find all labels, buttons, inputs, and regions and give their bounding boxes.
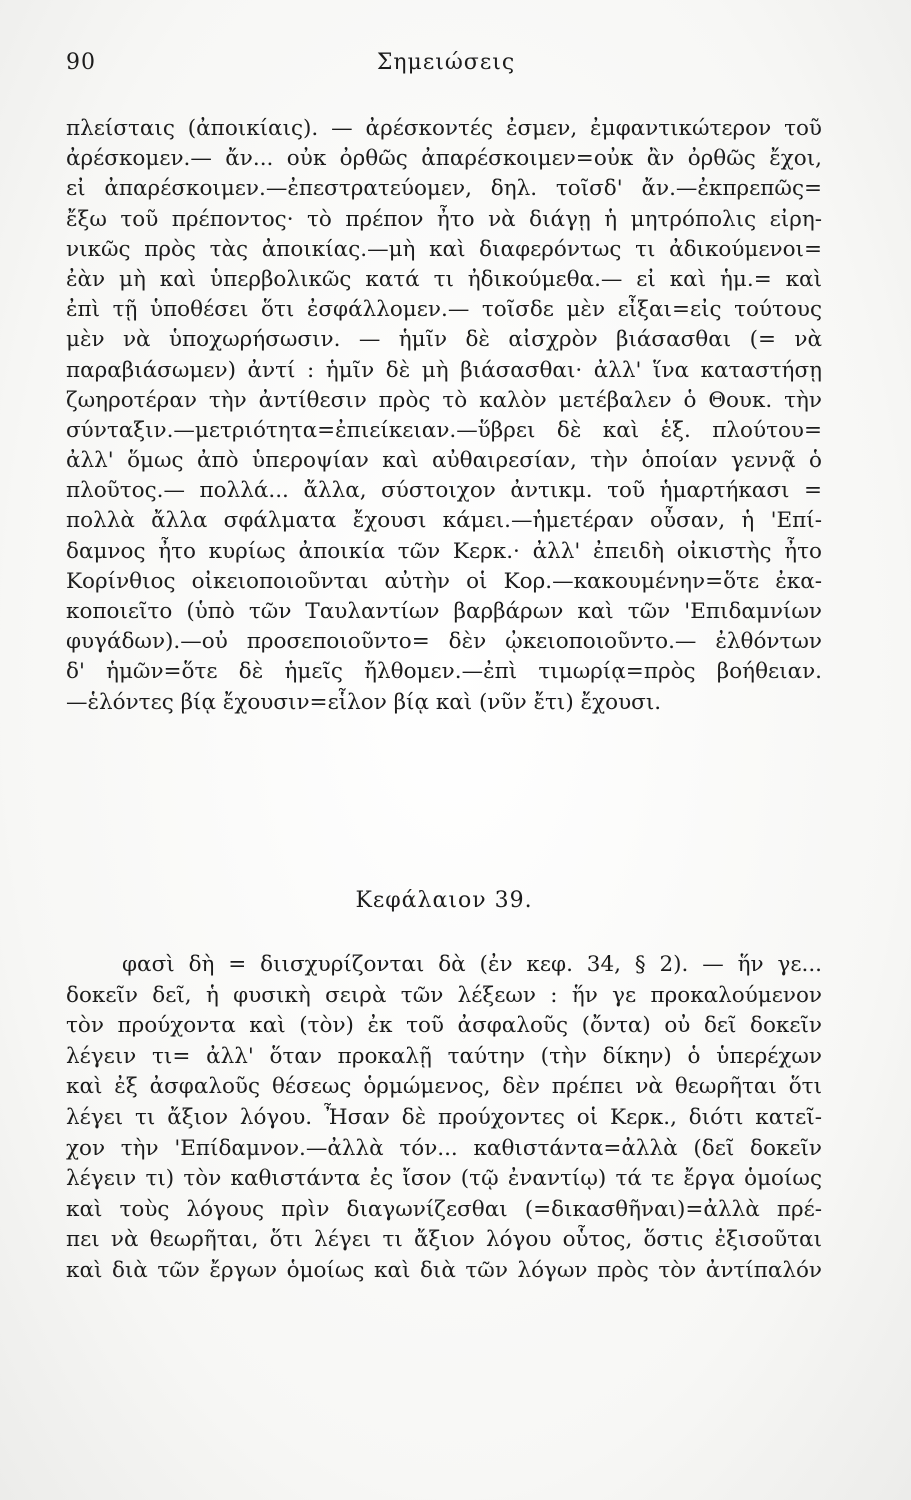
text-line: δοκεῖν δεῖ, ἡ φυσικὴ σειρὰ τῶν λέξεων : ἥν γε προκαλούμενον xyxy=(66,982,822,1008)
text-line: πει νὰ θεωρῆται, ὅτι λέγει τι ἄξιον λόγου οὗτος, ὅστις ἐξισοῦται xyxy=(66,1227,822,1253)
text-line: ἐὰν μὴ καὶ ὑπερβολικῶς κατά τι ἠδικούμεθα.— εἰ καὶ ἡμ.= καὶ xyxy=(66,266,822,292)
text-line: Κορίνθιος οἰκειοποιοῦνται αὐτὴν οἱ Κορ.—κακουμένην=ὅτε ἐκα- xyxy=(66,568,822,594)
text-line: καὶ διὰ τῶν ἔργων ὁμοίως καὶ διὰ τῶν λόγων πρὸς τὸν ἀντίπαλόν xyxy=(66,1257,822,1283)
text-line: πλοῦτος.— πολλά... ἄλλα, σύστοιχον ἀντικμ. τοῦ ἡμαρτήκασι = xyxy=(66,478,822,504)
text-line: φυγάδων).—οὐ προσεποιοῦντο= δὲν ᾠκειοποιοῦντο.— ἐλθόντων xyxy=(66,629,822,655)
text-line: πολλὰ ἄλλα σφάλματα ἔχουσι κάμει.—ἡμετέραν οὖσαν, ἡ 'Επί- xyxy=(66,508,822,534)
text-line: εἰ ἀπαρέσκοιμεν.—ἐπεστρατεύομεν, δηλ. τοῖσδ' ἄν.—ἐκπρεπῶς= xyxy=(66,176,822,202)
chapter-paragraph xyxy=(66,950,822,1287)
text-line: λέγει τι ἄξιον λόγου. Ἦσαν δὲ προύχοντες οἱ Κερκ., διότι κατεῖ- xyxy=(66,1104,822,1130)
text-line: πλείσταις (ἀποικίαις). — ἀρέσκοντές ἐσμεν, ἐμφαντικώτερον τοῦ xyxy=(66,116,822,141)
chapter-title: Κεφάλαιον 39. xyxy=(355,888,533,913)
text-line: ἀρέσκομεν.— ἄν... οὐκ ὀρθῶς ἀπαρέσκοιμεν=οὐκ ἂν ὀρθῶς ἔχοι, xyxy=(66,146,822,172)
text-line: δ' ἡμῶν=ὅτε δὲ ἡμεῖς ἤλθομεν.—ἐπὶ τιμωρίᾳ=πρὸς βοήθειαν. xyxy=(66,659,822,685)
text-line: λέγειν τι) τὸν καθιστάντα ἐς ἴσον (τῷ ἐναντίῳ) τά τε ἔργα ὁμοίως xyxy=(66,1166,822,1192)
page-number: 90 xyxy=(66,50,96,75)
text-line: κοποιεῖτο (ὑπὸ τῶν Ταυλαντίων βαρβάρων καὶ τῶν 'Επιδαμνίων xyxy=(66,599,822,624)
text-line: νικῶς πρὸς τὰς ἀποικίας.—μὴ καὶ διαφερόντως τι ἀδικούμενοι= xyxy=(66,236,822,262)
text-line: μὲν νὰ ὑποχωρήσωσιν. — ἡμῖν δὲ αἰσχρὸν βιάσασθαι (= νὰ xyxy=(66,327,822,353)
text-line: ἔξω τοῦ πρέποντος· τὸ πρέπον ἦτο νὰ διάγῃ ἡ μητρόπολις εἰρη- xyxy=(66,206,822,232)
text-line: φασὶ δὴ = διισχυρίζονται δὰ (ἐν κεφ. 34, § 2). — ἥν γε... xyxy=(122,952,822,977)
text-line: δαμνος ἦτο κυρίως ἀποικία τῶν Κερκ.· ἀλλ' ἐπειδὴ οἰκιστὴς ἦτο xyxy=(66,538,822,564)
text-line: λέγειν τι= ἀλλ' ὅταν προκαλῇ ταύτην (τὴν δίκην) ὁ ὑπερέχων xyxy=(66,1043,822,1069)
text-line: —ἑλόντες βίᾳ ἔχουσιν=εἷλον βίᾳ καὶ (νῦν ἔτι) ἔχουσι. xyxy=(66,689,662,715)
page-header xyxy=(66,50,826,90)
text-line: καὶ ἐξ ἀσφαλοῦς θέσεως ὁρμώμενος, δὲν πρέπει νὰ θεωρῆται ὅτι xyxy=(66,1074,822,1100)
text-line: ζωηροτέραν τὴν ἀντίθεσιν πρὸς τὸ καλὸν μετέβαλεν ὁ Θουκ. τὴν xyxy=(66,387,822,413)
text-line: ἐπὶ τῇ ὑποθέσει ὅτι ἐσφάλλομεν.— τοῖσδε μὲν εἶξαι=εἰς τούτους xyxy=(66,297,822,323)
notes-paragraph xyxy=(66,114,822,718)
text-line: ἀλλ' ὅμως ἀπὸ ὑπεροψίαν καὶ αὐθαιρεσίαν, τὴν ὁποίαν γεννᾷ ὁ xyxy=(66,448,822,474)
running-title: Σημειώσεις xyxy=(376,50,516,75)
text-line: παραβιάσωμεν) ἀντί : ἡμῖν δὲ μὴ βιάσασθαι· ἀλλ' ἵνα καταστήσῃ xyxy=(66,357,822,383)
text-line: καὶ τοὺς λόγους πρὶν διαγωνίζεσθαι (=δικασθῆναι)=ἀλλὰ πρέ- xyxy=(66,1196,822,1222)
text-line: σύνταξιν.—μετριότητα=ἐπιείκειαν.—ὕβρει δὲ καὶ ἑξ. πλούτου= xyxy=(66,417,822,443)
text-line: χον τὴν 'Επίδαμνον.—ἀλλὰ τόν... καθιστάντα=ἀλλὰ (δεῖ δοκεῖν xyxy=(66,1135,822,1161)
text-line: τὸν προύχοντα καὶ (τὸν) ἐκ τοῦ ἀσφαλοῦς (ὄντα) οὐ δεῖ δοκεῖν xyxy=(66,1013,822,1039)
